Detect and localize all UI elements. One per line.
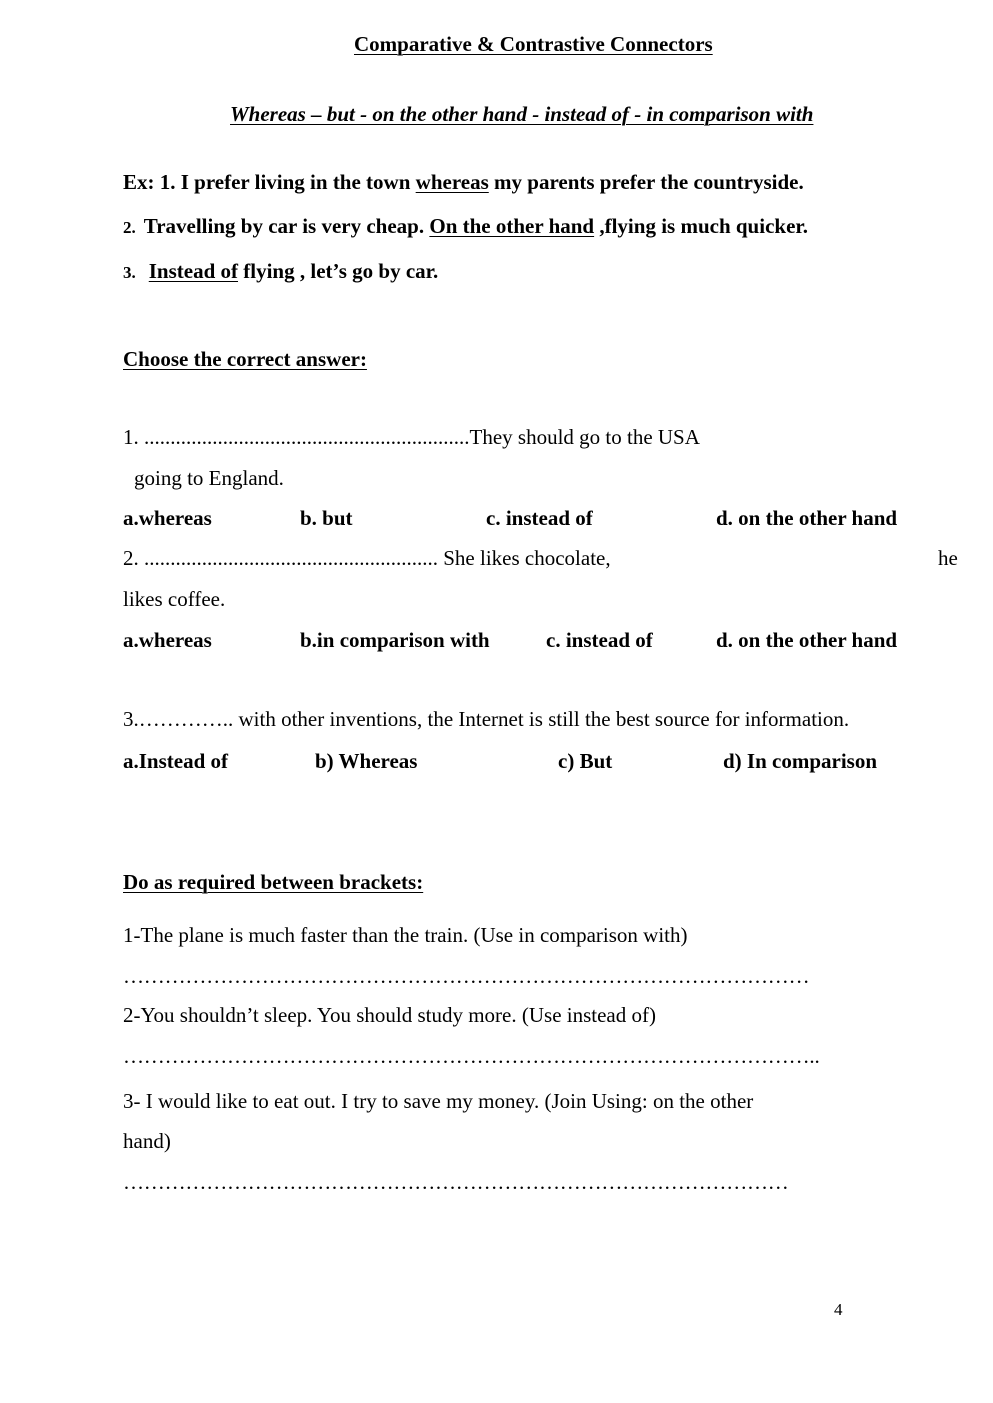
transform-2-prompt: 2-You shouldn’t sleep. You should study more. (Use instead of) [123,1003,656,1027]
transform-1-answer-line[interactable]: ……………………………………………………………………………………… [123,964,810,988]
transform-2-answer-line[interactable]: ……………………………………………………………………………………….. [123,1044,820,1068]
mcq-2-option-b: b.in comparison with [300,628,490,652]
example-3-suffix: flying , let’s go by car. [238,259,439,283]
transform-3-answer-line[interactable]: …………………………………………………………………………………… [123,1170,789,1194]
mcq-2-option-d: d. on the other hand [716,628,898,652]
mcq-3-option-a: a.Instead of [123,749,229,773]
mcq-1-option-a: a.whereas [123,506,212,530]
page-number: 4 [834,1300,843,1319]
example-1-suffix: my parents prefer the countryside. [488,170,804,194]
mcq-3-option-c: c) But [558,749,613,773]
mcq-2-option-c: c. instead of [546,628,653,652]
mcq-1-option-d: d. on the other hand [716,506,898,530]
page-title: Comparative & Contrastive Connectors [354,32,713,56]
example-2-number: 2. [123,218,136,237]
mcq-1-line-2: going to England. [134,466,284,490]
mcq-3-line-1: 3.………….. with other inventions, the Internet is still the best source for information. [123,707,850,731]
mcq-2-line-1: 2. ........................................................ She likes chocolate, [123,546,611,570]
example-2-prefix: Travelling by car is very cheap. [143,214,430,238]
mcq-3-option-b: b) Whereas [315,749,418,773]
mcq-2-line-2: likes coffee. [123,587,226,611]
mcq-2-line-1-end: he [938,546,958,570]
mcq-2-option-a: a.whereas [123,628,212,652]
transform-1-prompt: 1-The plane is much faster than the train. (Use in comparison with) [123,923,688,947]
page-subtitle: Whereas – but - on the other hand - instead of - in comparison with [230,102,814,126]
example-1 [123,170,804,195]
example-1-keyword: whereas [415,170,489,194]
example-3 [123,259,438,284]
example-3-keyword: Instead of [148,259,239,283]
transform-3-prompt: 3- I would like to eat out. I try to save my money. (Join Using: on the other [123,1089,754,1113]
choose-answer-heading: Choose the correct answer: [123,347,367,371]
example-2-keyword: On the other hand [429,214,595,238]
mcq-1-option-c: c. instead of [486,506,593,530]
example-2-suffix: ,flying is much quicker. [594,214,809,238]
mcq-3-option-d: d) In comparison [723,749,878,773]
mcq-1-option-b: b. but [300,506,353,530]
example-1-prefix: Ex: 1. I prefer living in the town [123,170,416,194]
example-3-number: 3. [123,263,136,282]
example-2 [123,214,808,239]
do-as-required-heading: Do as required between brackets: [123,870,424,894]
transform-3-prompt-cont: hand) [123,1129,171,1153]
mcq-1-line-1: 1. ..............................................................They should go to the USA [123,425,700,449]
